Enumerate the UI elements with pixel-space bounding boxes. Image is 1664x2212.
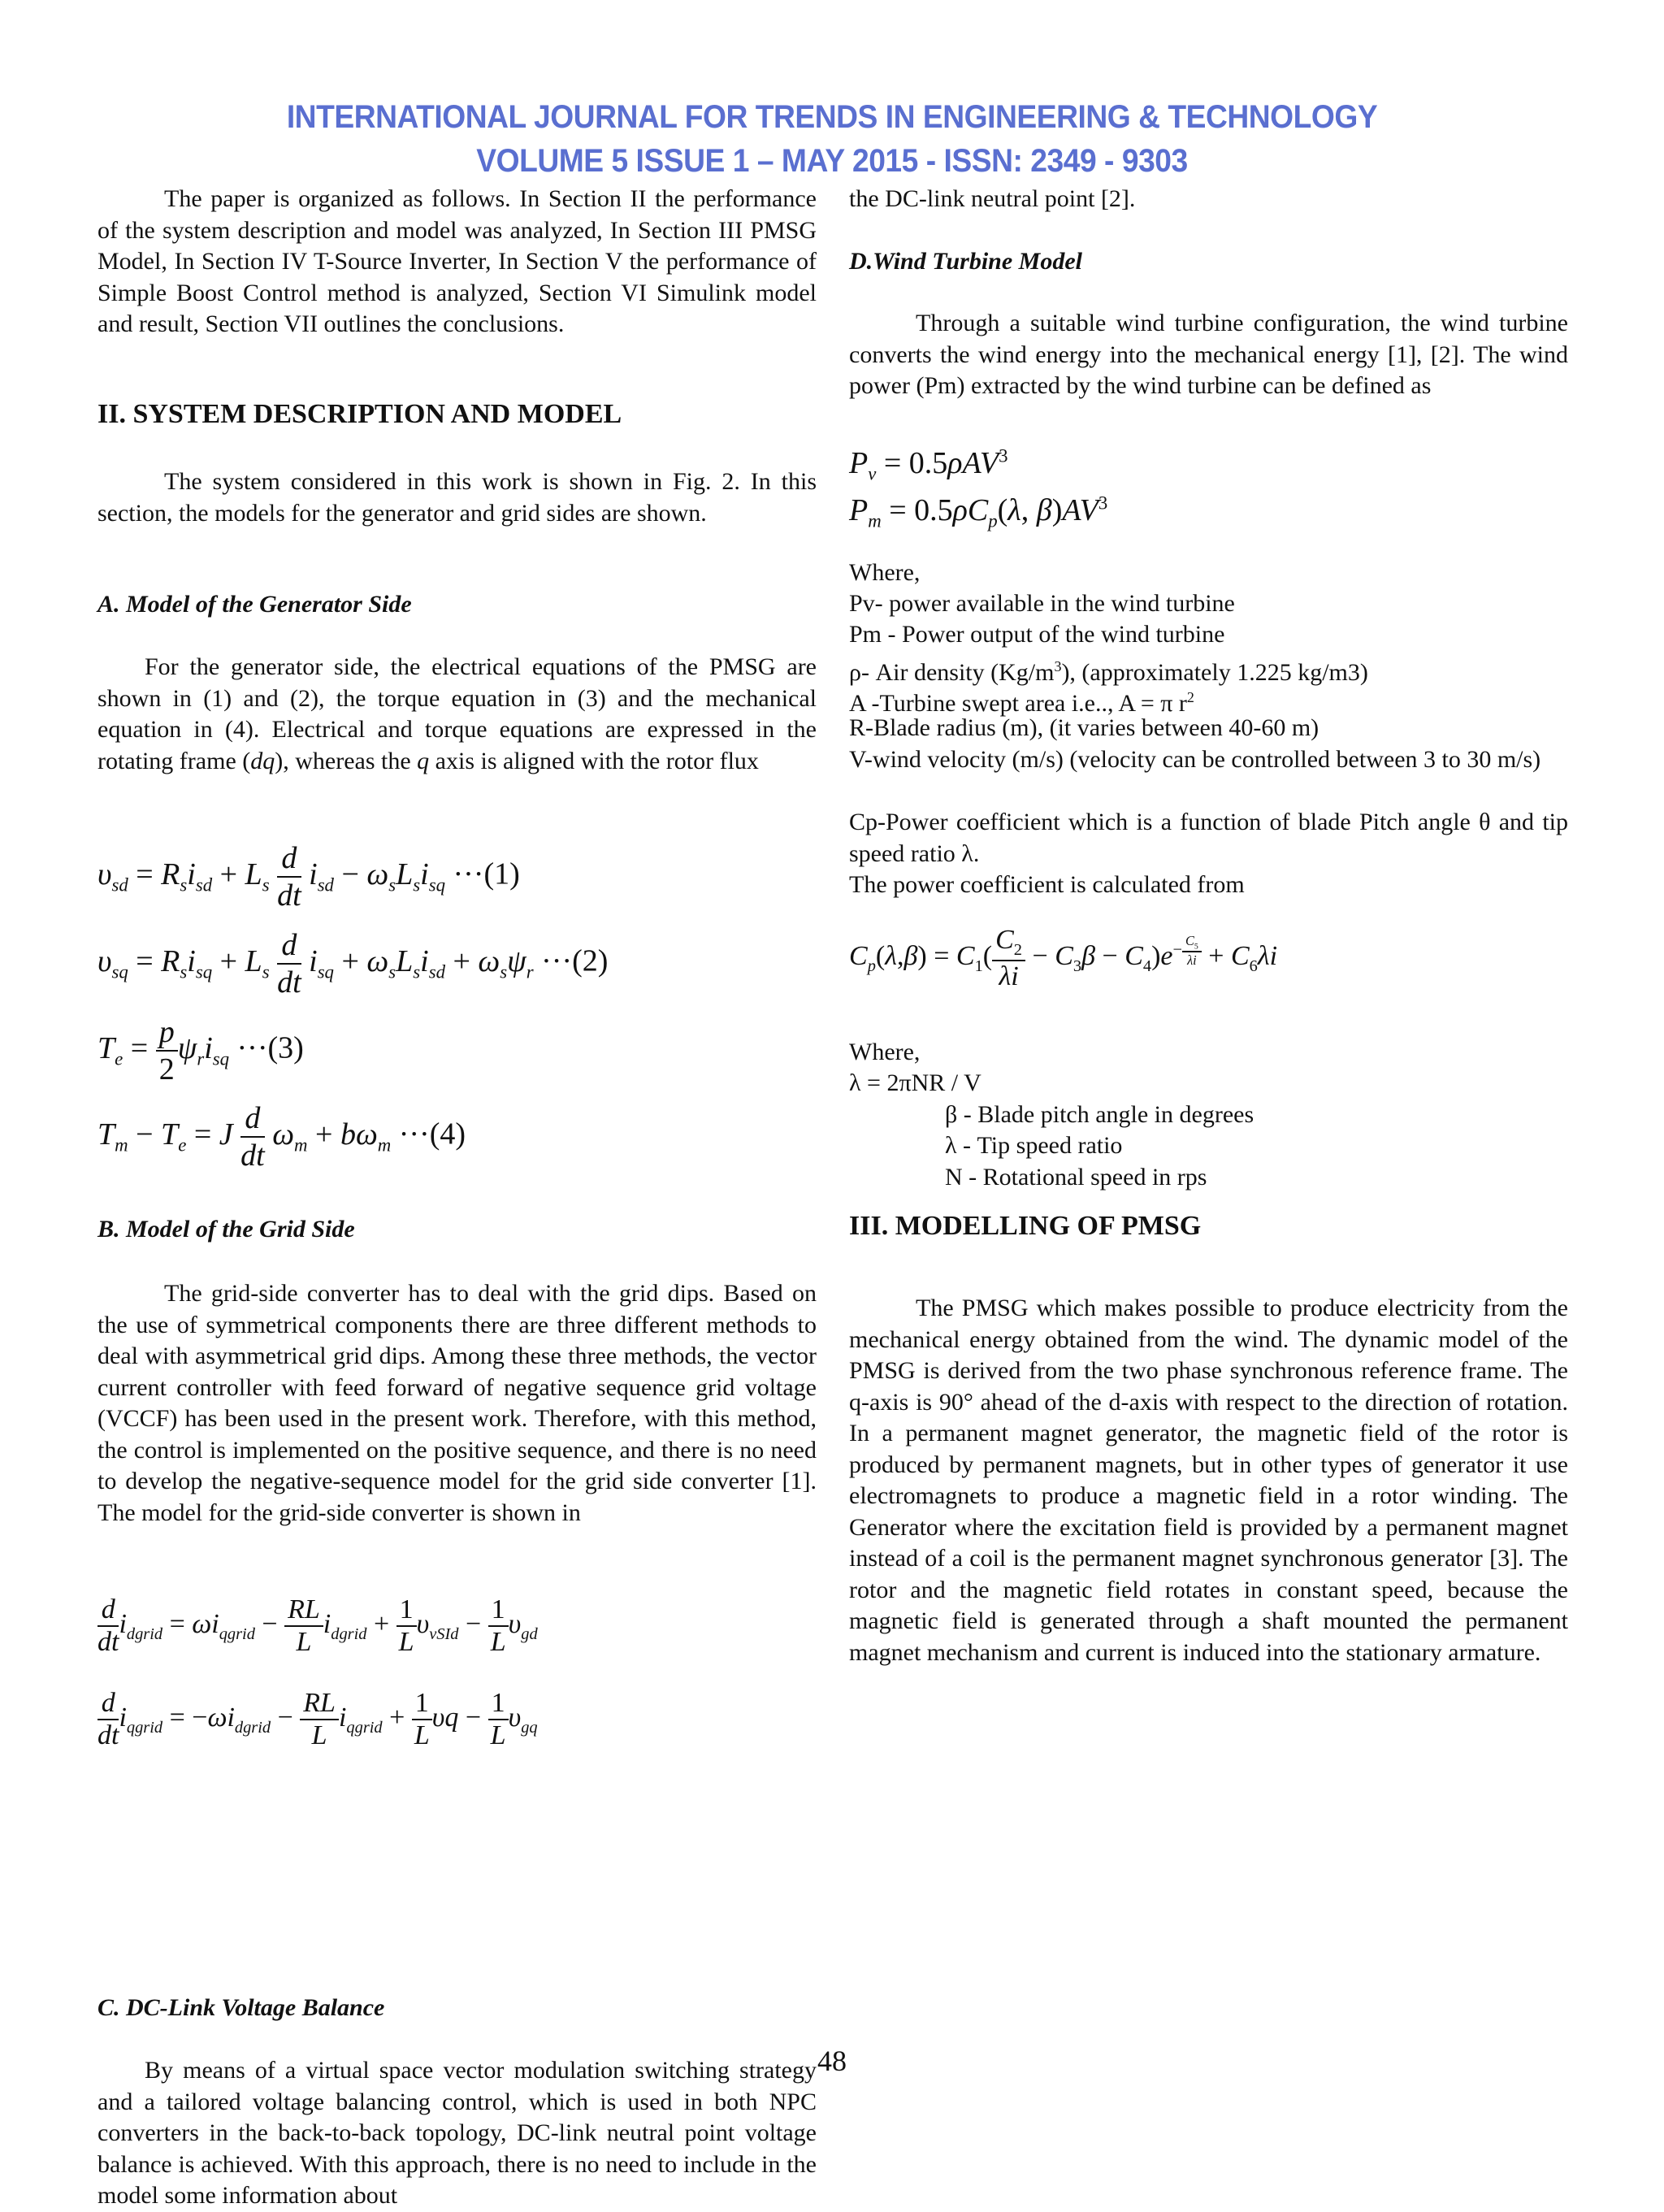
lambda-definition: λ = 2πNR / V bbox=[849, 1069, 982, 1096]
subsection-d-paragraph: Through a suitable wind turbine configuration, the wind turbine converts the wind energy into the mechanical energy [1], [2]. The wind power (Pm) extracted by the wind turbine can be defined as bbox=[849, 310, 1568, 399]
subsection-b-paragraph: The grid-side converter has to deal with the grid dips. Based on the use of symmetrical components there are three different methods to deal with asymmetrical grid dips. Among these three methods, the vector current controller with feed forward of negative sequence grid voltage (VCCF) has been used in the present work. Therefore, with this method, the control is implemented on the positive sequence, and there is no need to develop the negative-sequence model for the grid side converter [1]. The model for the grid-side converter is shown in bbox=[98, 1280, 817, 1526]
equation-cp: $C_p(\lambda,\beta) = C_1$( $\frac{C_2}{\lambda i}$ − $C_3\beta - C_4)e^{- \frac{C_5}{\lambda i}}$ + $C_6\lambda i$ bbox=[849, 925, 1278, 991]
definition-cp: Cp-Power coefficient which is a function of blade Pitch angle θ and tip speed ratio λ. bbox=[849, 809, 1568, 867]
page-number: 48 bbox=[817, 2045, 847, 2077]
section-2-heading: II. SYSTEM DESCRIPTION AND MODEL bbox=[98, 399, 622, 429]
equation-power-available: $P_v = 0.5\rho AV^3$ bbox=[849, 445, 1008, 484]
equation-1-number: (1) bbox=[483, 857, 520, 891]
where-label-2: Where, bbox=[849, 1039, 921, 1065]
definition-velocity: V-wind velocity (m/s) (velocity can be controlled between 3 to 30 m/s) bbox=[849, 746, 1541, 773]
subsection-d-heading: D.Wind Turbine Model bbox=[849, 248, 1082, 275]
definition-pm: Pm - Power output of the wind turbine bbox=[849, 621, 1225, 648]
section-3-heading: III. MODELLING OF PMSG bbox=[849, 1211, 1202, 1241]
subsection-c-paragraph: By means of a virtual space vector modulation switching strategy and a tailored voltage balancing control, which is used in both NPC converters in the back-to-back topology, DC-link neutral point voltage balance is achieved. With this approach, there is no need to include in the model some information about bbox=[98, 2057, 817, 2209]
subsection-a-heading: A. Model of the Generator Side bbox=[98, 591, 412, 618]
definition-beta: β - Blade pitch angle in degrees bbox=[945, 1101, 1254, 1128]
equation-4-number: (4) bbox=[429, 1117, 466, 1152]
equation-2: $\upsilon_{sq} = R_si_{sq} + L_s$ $\frac{d}{dt}$ $i_{sq} + \omega_sL_si_{sd} + \omega_s\psi_r \cdot\cdot\cdot(2)$ bbox=[98, 928, 609, 1000]
equation-1: $\upsilon_{sd} = R_si_{sd} + L_s$ $\frac{d}{dt}$ $i_{sd} - \omega_sL_si_{sq} \cdot\cdot\cdot(1)$ bbox=[98, 841, 520, 913]
grid-equation-q: $\frac{d}{dt}$ $i_{qgrid} = -\omega i_{dgrid}$ − $\frac{RL}{L}$ $i_{qgrid}$ + $\frac{1}{L}$ υq − $\frac{1}{L}$ $\upsilon_{gq}$ bbox=[98, 1688, 538, 1750]
subsection-b-heading: B. Model of the Grid Side bbox=[98, 1216, 355, 1243]
power-coefficient-intro: The power coefficient is calculated from bbox=[849, 871, 1245, 898]
journal-volume: VOLUME 5 ISSUE 1 – MAY 2015 - ISSN: 2349 - 9303 bbox=[476, 143, 1188, 179]
section-3-paragraph: The PMSG which makes possible to produce electricity from the mechanical energy obtained from the wind. The dynamic model of the PMSG is derived from the two phase synchronous reference frame. The q-axis is 90° ahead of the d-axis with respect to the direction of rotation. In a permanent magnet generator, the magnetic field of the rotor is produced by permanent magnets, but in other types of generator it use electromagnets to produce a magnetic field in a rotor winding. The Generator where the excitation field is provided by a permanent magnet instead of a coil is the permanent magnet synchronous generator [3]. The rotor and the magnetic field rotates in constant speed, because the magnetic field is generated through a shaft mounted the permanent magnet mechanism and current is induced into the stationary armature. bbox=[849, 1295, 1568, 1666]
definition-rho: ρ- Air density $(Kg/m^3)$, (approximately 1.225 kg/m3) bbox=[849, 658, 1368, 686]
grid-equation-d: $\frac{d}{dt}$ $i_{dgrid} = \omega i_{qgrid}$ − $\frac{RL}{L}$ $i_{dgrid}$ + $\frac{1}{L}$ $\upsilon_{vSId}$ − $\frac{1}{L}$ $\upsilon_{gd}$ bbox=[98, 1594, 538, 1657]
definition-lambda: λ - Tip speed ratio bbox=[945, 1132, 1123, 1159]
subsection-c-heading: C. DC-Link Voltage Balance bbox=[98, 1994, 385, 2021]
where-label-1: Where, bbox=[849, 559, 921, 586]
definition-pv: Pv- power available in the wind turbine bbox=[849, 590, 1235, 617]
equation-2-number: (2) bbox=[572, 943, 609, 978]
definition-radius: R-Blade radius (m), (it varies between 40-60 m) bbox=[849, 714, 1320, 741]
equation-4: $T_m - T_e = J$ $\frac{d}{dt}$ $\omega_m + b\omega_m \cdot\cdot\cdot(4)$ bbox=[98, 1101, 466, 1173]
definition-n: N - Rotational speed in rps bbox=[945, 1164, 1207, 1191]
section-2-paragraph: The system considered in this work is shown in Fig. 2. In this section, the models for the generator and grid sides are shown. bbox=[98, 468, 817, 527]
equation-3: $T_e$ = $\frac{p}{2}$ $\psi_ri_{sq} \cdot\cdot\cdot(3)$ bbox=[98, 1015, 304, 1086]
intro-paragraph: The paper is organized as follows. In Section II the performance of the system description and model was analyzed, In Section III PMSG Model, In Section IV T-Source Inverter, In Section V the performance of Simple Boost Control method is analyzed, Section VI Simulink model and result, Section VII outlines the conclusions. bbox=[98, 185, 817, 337]
definition-area: A -Turbine swept area i.e.., A = π $r^2$ bbox=[849, 689, 1194, 717]
equation-3-number: (3) bbox=[267, 1030, 304, 1065]
equation-power-mechanical: $P_m = 0.5\rho C_p(\lambda$, $\beta)AV^3$ bbox=[849, 492, 1108, 531]
continuation-paragraph: the DC-link neutral point [2]. bbox=[849, 185, 1136, 212]
journal-title: INTERNATIONAL JOURNAL FOR TRENDS IN ENGINEERING & TECHNOLOGY bbox=[286, 99, 1378, 135]
subsection-a-paragraph: For the generator side, the electrical equations of the PMSG are shown in (1) and (2), the torque equation in (3) and the mechanical equation in (4). Electrical and torque equations are expressed in the rotating frame (dq), whereas the q axis is aligned with the rotor flux bbox=[98, 653, 817, 774]
